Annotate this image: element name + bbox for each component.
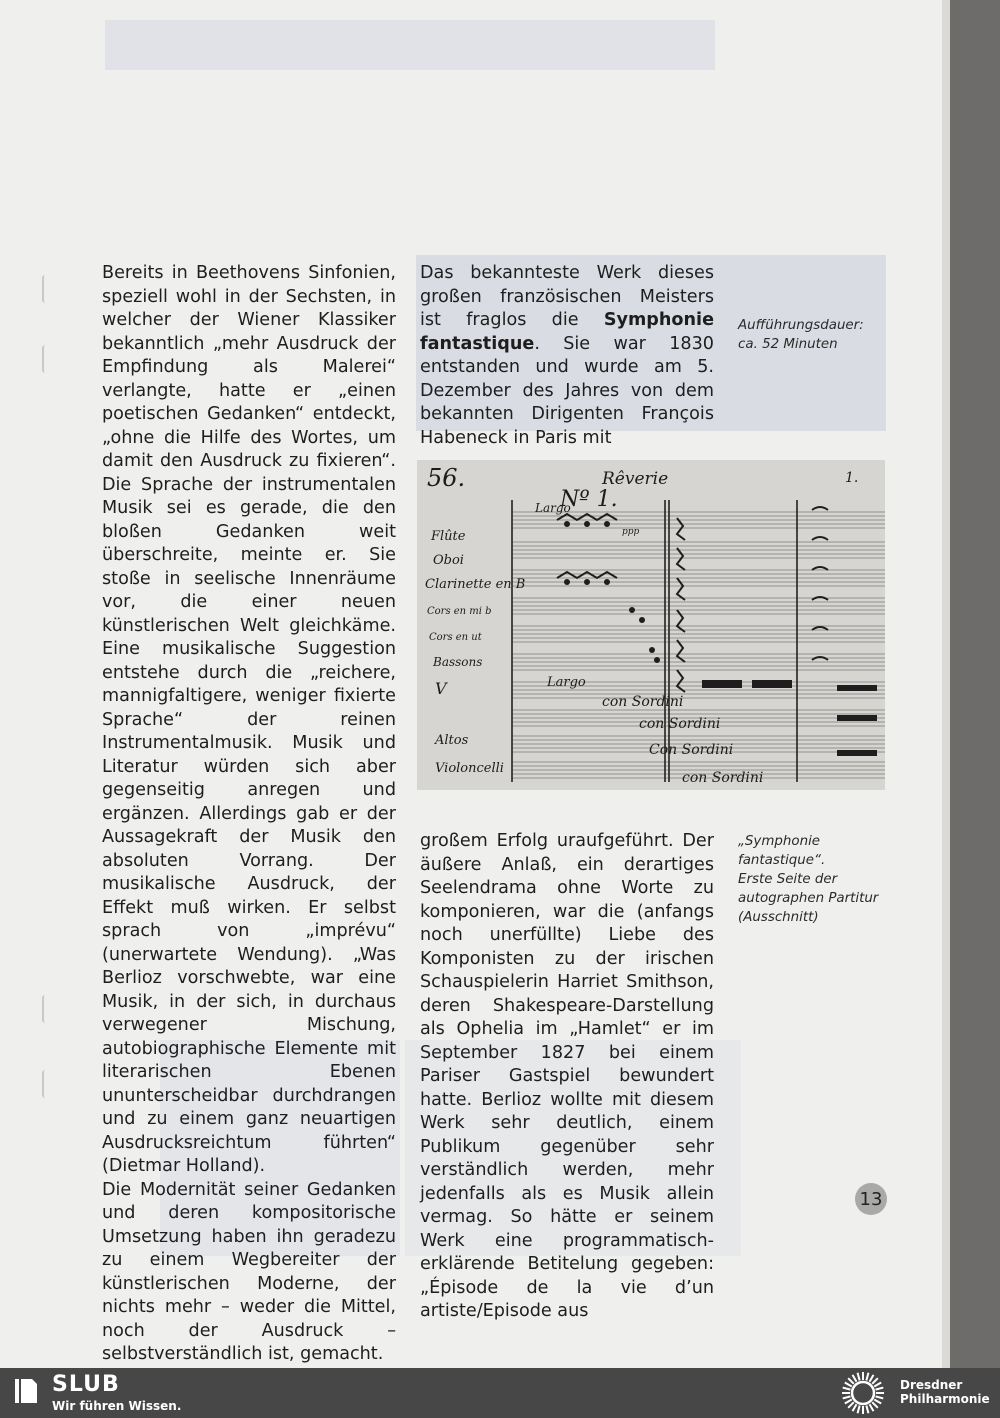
logo-ray — [870, 1404, 874, 1411]
slub-logo-text: SLUB — [52, 1372, 120, 1397]
staple-mark — [42, 1070, 50, 1098]
logo-ray — [870, 1375, 874, 1382]
score-heading: Rêverie — [602, 469, 669, 489]
paragraph: großem Erfolg uraufgeführt. Der äußere Anlaß, ein derartiges Seelendrama ohne Worte zu komponieren, war die (anfangs noch unerfüllte) Liebe des Komponisten zu der irischen Schauspielerin Harriet Smithson, deren Shakespeare-Darstellung als Ophelia im „Hamlet“ er im September 1827 bei einem Pariser Gastspiel bewundert hatte. Berlioz wollte mit diesem Werk sehr deutlich, einem Publikum gegenüber sehr verständlich werden, mehr jedenfalls als es Musik allein vermag. So hätte er seinem Werk eine programmatisch-erklärende Betitelung gegeben: „Épisode de la vie d’un artiste/Episode aus — [420, 831, 714, 1321]
logo-ray — [858, 1406, 860, 1414]
logo-ray — [853, 1375, 857, 1382]
paragraph: Die Modernität seiner Gedanken und deren kompositorische Umsetzung haben ihn geradezu zu einem Wegbereiter der künstlerischen Moderne, der nichts mehr – weder die Mittel, noch der Ausdruck – selbstverständlich ist, gemacht. — [102, 1179, 396, 1364]
logo-ray — [858, 1373, 860, 1381]
caption-line: „Symphonie — [738, 834, 821, 849]
caption-line: (Ausschnitt) — [738, 910, 819, 925]
caption-line: Aufführungsdauer: — [738, 318, 864, 333]
score-instrument: Flûte — [431, 529, 466, 544]
logo-ray — [853, 1404, 857, 1411]
logo-ray — [876, 1396, 884, 1398]
score-con-sordini: con Sordini — [639, 716, 721, 732]
logo-ray — [876, 1388, 884, 1390]
score-instrument: Bassons — [433, 655, 483, 669]
caption-line: ca. 52 Minuten — [738, 337, 838, 352]
score-movement: Nº 1. — [560, 487, 618, 512]
staple-mark — [42, 275, 50, 303]
score-con-sordini: con Sordini — [682, 770, 764, 786]
score-corner-number: 1. — [845, 470, 859, 486]
page-edge — [942, 0, 950, 1368]
slub-book-icon — [12, 1376, 40, 1406]
duration-caption — [738, 316, 888, 354]
score-instrument: Violoncelli — [435, 761, 504, 776]
figure-caption — [738, 832, 888, 927]
logo-ray — [872, 1378, 878, 1384]
logo-ray — [848, 1378, 854, 1384]
logo-ray — [848, 1402, 854, 1408]
score-con-sordini: Con Sordini — [649, 742, 734, 758]
staple-mark — [42, 345, 50, 373]
page-number: 13 — [855, 1183, 887, 1215]
score-con-sordini: con Sordini — [602, 694, 684, 710]
logo-ray — [866, 1406, 868, 1414]
left-text-column — [102, 262, 396, 1367]
logo-ray — [843, 1396, 851, 1398]
score-instrument: Cors en ut — [429, 632, 482, 643]
logo-ray — [866, 1373, 868, 1381]
slub-tagline: Wir führen Wissen. — [52, 1399, 182, 1413]
text-run: Das bekannteste Werk dieses großen französischen Meisters ist fraglos die — [420, 263, 714, 330]
logo-ray — [872, 1402, 878, 1408]
partner-name-line: Philharmonie — [900, 1392, 990, 1406]
score-instrument: Altos — [435, 733, 469, 748]
score-page-mark: 56. — [427, 464, 466, 492]
text-run: . Sie war 1830 entstanden und wurde am 5. Dezember des Jahres von dem bekannten Dirigenten François Habeneck in Paris mit — [420, 333, 714, 448]
staple-mark — [42, 995, 50, 1023]
logo-ray — [874, 1400, 881, 1404]
score-instrument: V — [435, 679, 447, 698]
philharmonie-logo-icon — [838, 1371, 888, 1415]
right-text-column-bottom — [420, 830, 714, 1324]
score-instrument: Clarinette en B — [425, 577, 526, 592]
score-illustration — [417, 460, 885, 790]
score-manuscript-image — [417, 460, 885, 790]
bleed-through-band — [105, 20, 715, 70]
score-tempo: Largo — [535, 501, 571, 515]
score-instrument: Oboi — [433, 553, 464, 568]
logo-ray — [845, 1400, 852, 1404]
right-text-column-top — [420, 262, 714, 450]
work-title: Symphonie fantastique — [420, 310, 714, 354]
partner-name-line: Dresdner — [900, 1378, 963, 1392]
logo-ray — [845, 1383, 852, 1387]
partner-name — [900, 1378, 996, 1406]
footer-bar — [0, 1368, 1000, 1418]
paragraph — [420, 262, 714, 450]
score-tempo-2: Largo — [547, 675, 586, 690]
caption-line: Erste Seite der — [738, 872, 838, 887]
logo-ray — [843, 1388, 851, 1390]
caption-line: autographen Partitur — [738, 891, 879, 906]
paragraph: Bereits in Beethovens Sinfonien, speziell wohl in der Sechsten, in welcher der Wiener Klassiker bekanntlich „mehr Ausdruck der Empfindung als Malerei“ verlangte, hatte er „einen poetischen Gedanken“ entdeckt, „ohne die Hilfe des Wortes, um damit den Ausdruck zu fixieren“. Die Sprache der instrumentalen Musik sei es gerade, die den bloßen Gedanken weit überschreite, meinte er. Sie stoße in seelische Innenräume vor, die einer neuen künstlerischen Welt gleichkäme. Eine musikalische Suggestion entstehe durch die „reichere, mannigfaltigere, weniger fixierte Sprache“ der reinen Instrumentalmusik. Musik und Literatur würden sich aber gegenseitig anregen und ergänzen. Allerdings gab er der Aussagekraft der Musik den absoluten Vorrang. Der musikalische Ausdruck, der Effekt muß wirken. Er selbst sprach von „imprévu“ (unerwartete Wendung). „Was Berlioz vorschwebte, war eine Musik, in der sich, in durchaus verwegener Mischung, autobiographische Elemente mit literarischen Ebenen ununterscheidbar durchdrangen und zu einem ganz neuartigen Ausdrucksreichtum führten“ (Dietmar Holland). — [102, 263, 396, 1176]
score-dynamics: ppp — [622, 527, 640, 537]
caption-line: fantastique“. — [738, 853, 826, 868]
logo-ray — [874, 1383, 881, 1387]
score-instrument: Cors en mi b — [427, 606, 492, 617]
